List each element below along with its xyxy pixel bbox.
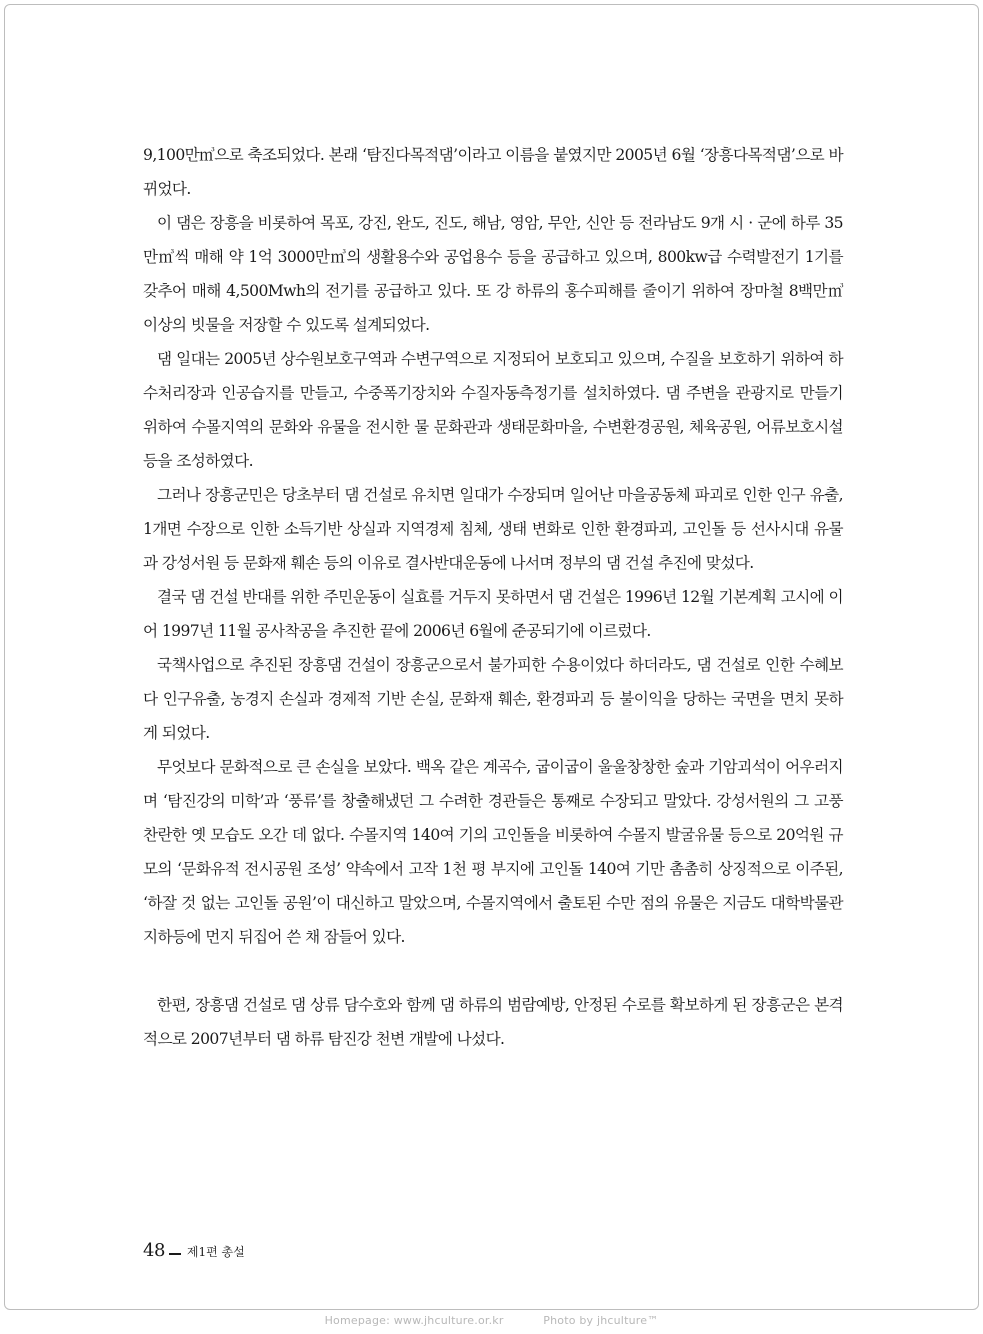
paragraph-3: 댐 일대는 2005년 상수원보호구역과 수변구역으로 지정되어 보호되고 있으며, 수질을 보호하기 위하여 하수처리장과 인공습지를 만들고, 수중폭기장치와 수질자동측정기를 설치하였다. 댐 주변을 관광지로 만들기 위하여 수몰지역의 문화와 유물을 전시한 물 문화관과 생태문화마을, 수변환경공원, 체육공원, 어류보호시설 등을 조성하였다. [143, 350, 843, 470]
paragraph-4: 그러나 장흥군민은 당초부터 댐 건설로 유치면 일대가 수장되며 일어난 마을공동체 파괴로 인한 인구 유출, 1개면 수장으로 인한 소득기반 상실과 지역경제 침체, 생태 변화로 인한 환경파괴, 고인돌 등 선사시대 유물과 강성서원 등 문화재 훼손 등의 이유로 결사반대운동에 나서며 정부의 댐 건설 추진에 맞섰다. [143, 486, 843, 572]
paragraph-1: 9,100만㎥으로 축조되었다. 본래 ‘탐진다목적댐’이라고 이름을 붙였지만 2005년 6월 ‘장흥다목적댐’으로 바뀌었다. [143, 146, 843, 198]
paragraph-2: 이 댐은 장흥을 비롯하여 목포, 강진, 완도, 진도, 해남, 영암, 무안, 신안 등 전라남도 9개 시 · 군에 하루 35만㎥씩 매해 약 1억 3000만㎥의 생활용수와 공업용수 등을 공급하고 있으며, 800kw급 수력발전기 1기를 갖추어 매해 4,500Mwh의 전기를 공급하고 있다. 또 강 하류의 홍수피해를 줄이기 위하여 장마철 8백만㎥ 이상의 빗물을 저장할 수 있도록 설계되었다. [143, 214, 843, 334]
section-title: 제1편 총설 [186, 1245, 245, 1259]
photo-credit: Photo by jhculture™ [543, 1314, 659, 1327]
paragraph-8: 한편, 장흥댐 건설로 댐 상류 담수호와 함께 댐 하류의 범람예방, 안정된 수로를 확보하게 된 장흥군은 본격적으로 2007년부터 댐 하류 탐진강 천변 개발에 나섰다. [143, 996, 843, 1048]
page-number: 48 [143, 1240, 165, 1261]
body-text [143, 138, 843, 1056]
footer-credit [0, 1314, 983, 1327]
page-folio [143, 1240, 245, 1261]
homepage-credit: Homepage: www.jhculture.or.kr [324, 1314, 504, 1327]
folio-rule [169, 1253, 181, 1255]
paragraph-6: 국책사업으로 추진된 장흥댐 건설이 장흥군으로서 불가피한 수용이었다 하더라도, 댐 건설로 인한 수혜보다 인구유출, 농경지 손실과 경제적 기반 손실, 문화재 훼손, 환경파괴 등 불이익을 당하는 국면을 면치 못하게 되었다. [143, 656, 843, 742]
paragraph-7: 무엇보다 문화적으로 큰 손실을 보았다. 백옥 같은 계곡수, 굽이굽이 울울창창한 숲과 기암괴석이 어우러지며 ‘탐진강의 미학’과 ‘풍류’를 창출해냈던 그 수려한 경관들은 통째로 수장되고 말았다. 강성서원의 그 고풍 찬란한 옛 모습도 오간 데 없다. 수몰지역 140여 기의 고인돌을 비롯하여 수몰지 발굴유물 등으로 20억원 규모의 ‘문화유적 전시공원 조성’ 약속에서 고작 1천 평 부지에 고인돌 140여 기만 촘촘히 상징적으로 이주된, ‘하잘 것 없는 고인돌 공원’이 대신하고 말았으며, 수몰지역에서 출토된 수만 점의 유물은 지금도 대학박물관 지하등에 먼지 뒤집어 쓴 채 잠들어 있다. [143, 758, 843, 946]
paragraph-5: 결국 댐 건설 반대를 위한 주민운동이 실효를 거두지 못하면서 댐 건설은 1996년 12월 기본계획 고시에 이어 1997년 11월 공사착공을 추진한 끝에 2006년 6월에 준공되기에 이르렀다. [143, 588, 843, 640]
